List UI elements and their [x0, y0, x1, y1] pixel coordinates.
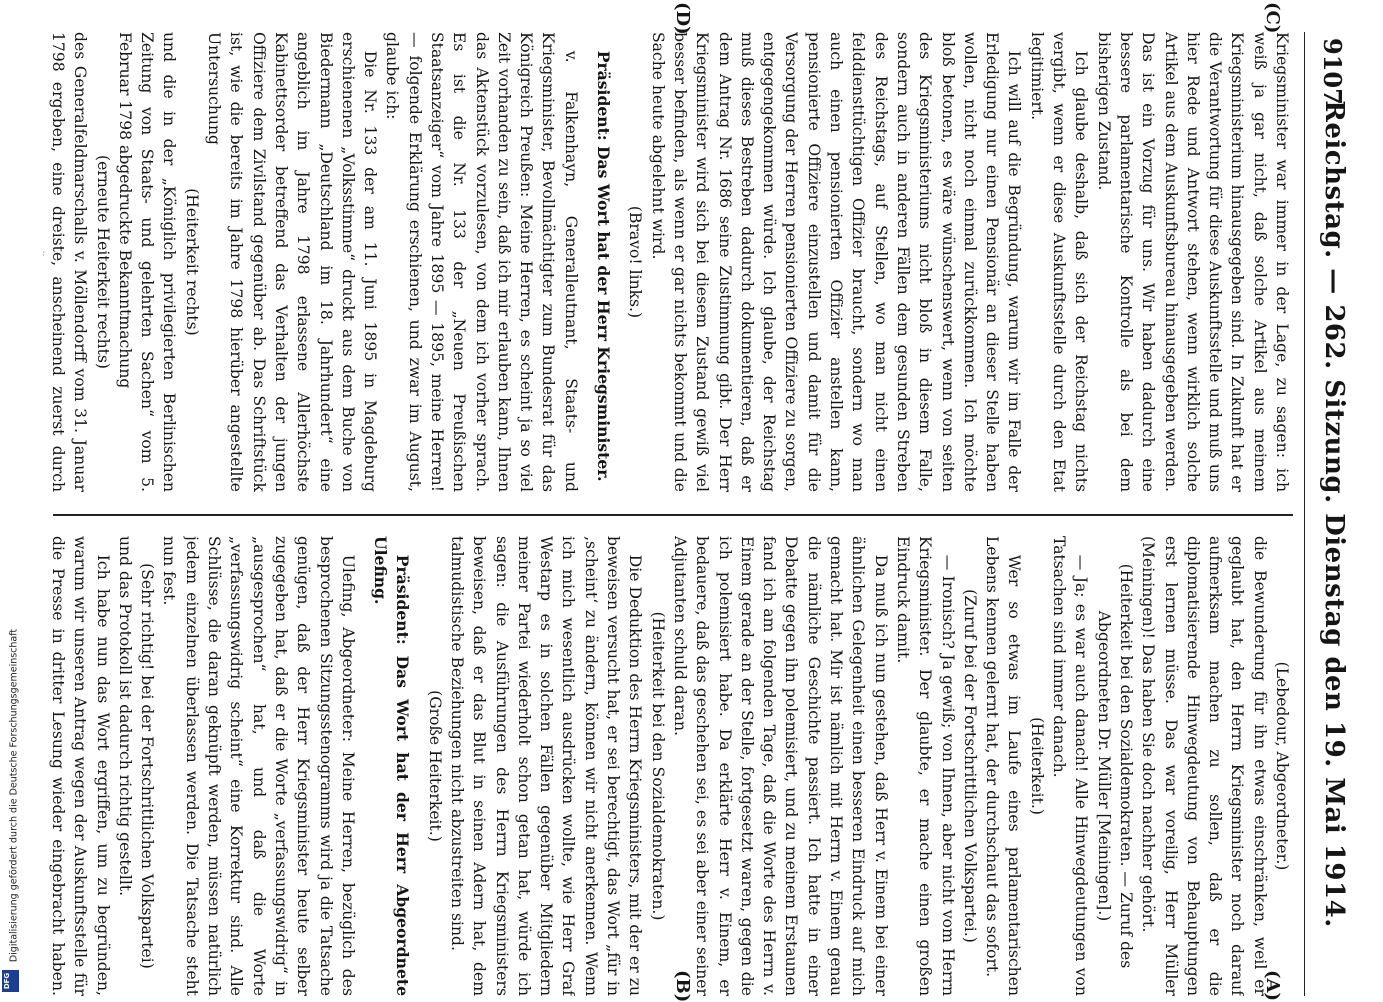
paragraph: Wer so etwas im Laufe eines parlamentarischen Lebens kennen gelernt hat, der durchschaut das sofort. [983, 536, 1024, 996]
paragraph: — Ironisch? Ja gewiß; von Ihnen, aber nicht vom Herrn Kriegsminister. Der glaubte, er mache einen großen Eindruck damit. [893, 536, 957, 996]
paragraph: Ich glaube deshalb, daß sich der Reichstag nichts vergibt, wenn er diese Auskunftsstelle durch den Etat legitimiert. [1027, 32, 1091, 492]
digitization-credit [4, 600, 20, 990]
interjection: (erneute Heiterkeit rechts) [93, 155, 112, 369]
speaker-header: (Lebedour, Abgeordneter.) [1273, 661, 1291, 871]
paragraph: Ich habe nun das Wort ergriffen, um zu begründen, warum wir unseren Antrag wegen der Auskunftsstelle für die Presse in dritter Lesung wieder eingebracht haben. [48, 536, 112, 996]
credit-text: Digitalisierung gefördert durch die Deutsche Forschungsgemeinschaft [8, 628, 20, 963]
interjection: (Heiterkeit rechts) [182, 188, 201, 336]
rotated-page [35, 2, 1353, 1002]
dfg-logo [2, 970, 19, 992]
paragraph: Die Nr. 133 der am 11. Juni 1895 in Magdeburg erschienenen „Volksstimme“ druckt aus dem Buche von Biedermann „Deutschland im 18. Jahrhundert“ eine angeblich im Jahre 1798 erlassene Allerhöchste Kabinettsorder betreffend das Verhalten der jungen Offiziere dem Zivilstand gegenüber ab. Das Schriftstück ist, wie die bereits im Jahre 1798 hierüber angestellte Untersuchung [205, 32, 380, 492]
interjection: (Heiterkeit bei den Sozialdemokraten.) [648, 611, 667, 921]
interjection: (Zuruf bei der Fortschrittlichen Volkspartei.) [960, 589, 979, 943]
interjection: (Heiterkeit.) [1027, 717, 1046, 815]
speaker-line: Präsident: Das Wort hat der Herr Kriegsminister. [594, 50, 614, 482]
column-left-text [43, 536, 1293, 996]
paragraph: und die in der „Königlich privilegierten Berlinischen Zeitung von Staats- und gelehrten Sachen“ vom 5. Februar 1798 abgedruckte Bekanntmachung [115, 32, 179, 492]
speaker-line: Präsident: Das Wort hat der Herr Abgeordnete Ulefing. [371, 536, 413, 996]
interjection: (Heiterkeit bei den Sozialdemokraten. — Zuruf des Abgeordneten Dr. Müller [Meiningen].) [1094, 563, 1135, 969]
paragraph: Ulefing, Abgeordneter: Meine Herren, bezüglich des besprochenen Sitzungsstenogramms wird ja die Tatsache genügen, daß der Herr Kriegsminister heute selber zugegeben hat, daß er die Worte „verfassungswidrig“ in „ausgesprochen“ hat, und daß die Worte „verfassungswidrig scheint“ eine Korrektur sind. Alle Schlüsse, die daran geknüpft werden, müssen natürlich jedem einzelnen überlassen werden. Die Tatsache steht nun fest. [160, 536, 357, 996]
paragraph: Kriegsminister war immer in der Lage, zu sagen: ich weiß ja gar nicht, daß solche Artikel aus meinem Kriegsministerium hinausgegeben sind. In Zukunft hat er die Verantwortung für diese Auskunftsstelle und muß uns hier Rede und Antwort stehen, wenn wirklich solche Artikel aus dem Auskunftsbureau hinausgegeben werden. Das ist ein Vorzug für uns. Wir haben dadurch eine bessere parlamentarische Kontrolle als bei dem bisherigen Zustand. [1094, 32, 1291, 492]
dfg-logo-text: DFG [3, 972, 12, 990]
paragraph: v. Falkenhayn, Generalleutnant, Staats- und Kriegsminister, Bevollmächtigter zum Bundesrat für das Königreich Preußen: Meine Herren, es scheint ja so viel Zeit vorhanden zu sein, daß ich mir erlauben kann, Ihnen das Aktenstück vorzulesen, von dem ich vorher sprach. Es ist die Nr. 133 der „Neuen Preußischen Staatsanzeiger“ vom Jahre 1895 — 1895, meine Herren! — folgende Erklärung erschienen, und zwar im August, glaube ich: [383, 32, 580, 492]
paragraph: Die Deduktion des Herrn Kriegsministers, mit der er zu beweisen versucht hat, er sei berechtigt, das Wort „für in ‚scheint‘ zu ändern, können wir nicht anerkennen. Wenn ich mich wesentlich ausdrücken wollte, wie Herr Graf Westarp es in solchen Fällen gegenüber Mitgliedern meiner Partei wiederholt schon getan hat, würde ich sagen: die Ausführungen des Herrn Kriegsministers beweisen, daß er das Blut in seinen Adern hat, dem talmudistische Beziehungen nicht abzustreiten sind. [448, 536, 645, 996]
margin-marker-c: (C) [1262, 2, 1283, 34]
page-title: Reichstag. — 262. Sitzung. Dienstag den 19. Mai 1914. [1319, 100, 1349, 928]
interjection: (Große Heiterkeit.) [425, 690, 444, 842]
paragraph: die Bewunderung für ihn etwas einschränken, weil er geglaubt hat, den Herrn Kriegsminister noch darauf aufmerksam machen zu sollen, daß er die diplomatisierende Hinwegdeutung von Behauptungen erst lernen müsse. Das war voreilig, Herr Müller (Meiningen)! Das haben Sie doch nachher gehört. [1139, 536, 1269, 996]
interjection: (Sehr richtig! bei der Fortschrittlichen Volkspartei) [138, 563, 157, 969]
paragraph: Da muß ich nun gestehen, daß Herr v. Einem bei einer ähnlichen Gelegenheit einen besseren Eindruck auf mich gemacht hat. Mir ist nämlich mit Herrn v. Einem genau die nämliche Geschichte passiert. Ich hatte in einer Debatte gegen ihn polemisiert, und zu meinem Erstaunen fand ich am folgenden Tage, daß die Worte des Herrn v. Einem gerade an der Stelle, fortgesetzt waren, gegen die ich polemisiert habe. Da erklärte Herr v. Einem, er bedauere, daß das geschehen sei, es sei aber einer seiner Adjutanten schuld daran. [670, 536, 890, 996]
page-number: 9107 [1318, 38, 1347, 105]
paragraph: — Ja; es war auch danach! Alle Hinwegdeutungen von Tatsachen sind immer danach. [1050, 536, 1091, 996]
column-right-text [43, 32, 1293, 492]
margin-marker-d: (D) [672, 2, 693, 35]
interjection: (Bravo! links.) [626, 205, 645, 319]
paragraph: des Generalfeldmarschalls v. Möllendorff vom 31. Januar 1798 ergeben, eine dreiste, anscheinend zuerst durch [48, 32, 90, 492]
page-header [1304, 32, 1353, 996]
paragraph: Ich will auf die Begründung, warum wir im Falle der Erledigung nur einen Pensionär an dieser Stelle haben wollen, nicht noch einmal zurückkommen. Ich möchte bloß betonen, es wäre wünschenswert, wenn von seiten des Kriegsministeriums nicht bloß in diesem Falle, sondern auch in anderen Fällen dem gesunden Streben des Reichstags, auf Stellen, wo man nicht einen felddiensttüchtigen Offizier braucht, sondern wo man auch einen pensionierten Offizier anstellen kann, pensionierte Offiziere einzustellen und damit für die Versorgung der Herren pensionierten Offiziere zu sorgen, entgegengekommen würde. Ich glaube, der Reichstag muß dieses Bestreben dadurch dokumentieren, daß er dem Antrag Nr. 1686 seine Zustimmung gibt. Der Herr Kriegsminister wird sich bei diesem Zustand gewiß viel besser befinden, als wenn er gar nichts bekommt und die Sache heute abgelehnt wird. [648, 32, 1024, 492]
paragraph: und das Protokoll ist dadurch richtig gestellt. [115, 536, 134, 897]
column-divider [53, 514, 1293, 516]
margin-marker-a: (A) [1262, 970, 1283, 1001]
margin-marker-b: (B) [672, 970, 693, 1002]
